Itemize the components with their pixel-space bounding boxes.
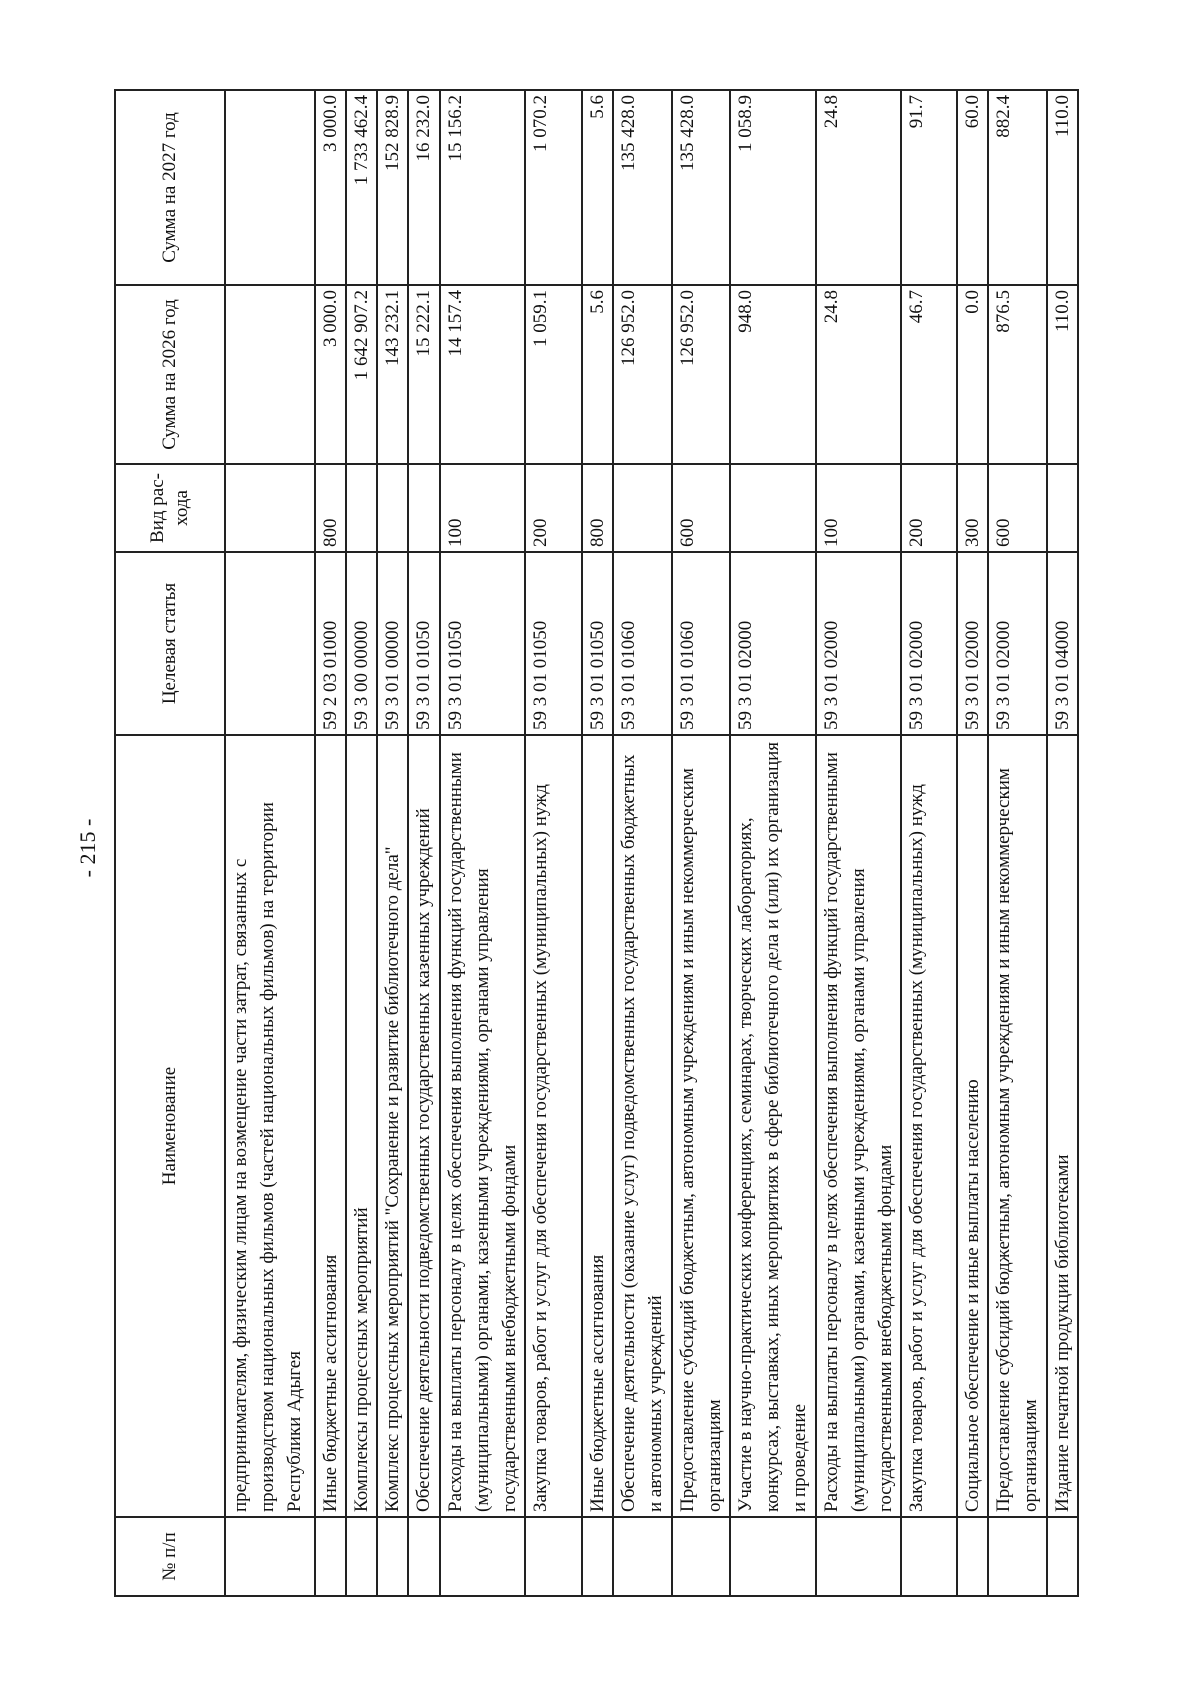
cell-code: 59 3 01 02000	[901, 552, 956, 735]
cell-name: предпринимателям, физическим лицам на возмещение части затрат, связанных с производством национальных фильмов (частей национальных фильмов) на территории Республики Адыгея	[225, 735, 315, 1517]
cell-sum-2026: 46.7	[901, 285, 956, 464]
cell-sum-2027: 110.0	[1047, 90, 1078, 285]
table-row	[988, 90, 1046, 1596]
cell-vid: 200	[525, 464, 581, 552]
cell-sum-2026	[225, 285, 315, 464]
cell-num	[957, 1517, 988, 1596]
cell-code: 59 3 01 00000	[377, 552, 408, 735]
cell-vid: 300	[957, 464, 988, 552]
cell-sum-2026: 1 642 907.2	[346, 285, 377, 464]
table-row	[901, 90, 956, 1596]
cell-sum-2026: 126 952.0	[613, 285, 671, 464]
cell-num	[730, 1517, 816, 1596]
cell-name: Иные бюджетные ассигнования	[315, 735, 346, 1517]
cell-num	[315, 1517, 346, 1596]
cell-sum-2026: 948.0	[730, 285, 816, 464]
table-row	[440, 90, 526, 1596]
cell-sum-2027: 135 428.0	[672, 90, 730, 285]
cell-code: 59 3 01 04000	[1047, 552, 1078, 735]
cell-num	[582, 1517, 613, 1596]
cell-code: 59 2 03 01000	[315, 552, 346, 735]
cell-sum-2027: 1 733 462.4	[346, 90, 377, 285]
cell-sum-2026: 143 232.1	[377, 285, 408, 464]
cell-num	[1047, 1517, 1078, 1596]
table-row	[346, 90, 377, 1596]
cell-vid: 200	[901, 464, 956, 552]
cell-name: Закупка товаров, работ и услуг для обеспечения государственных (муниципальных) нужд	[901, 735, 956, 1517]
cell-sum-2027	[225, 90, 315, 285]
cell-num	[377, 1517, 408, 1596]
table-header-row	[115, 90, 225, 1596]
cell-num	[408, 1517, 439, 1596]
table-row	[957, 90, 988, 1596]
cell-code: 59 3 01 01060	[613, 552, 671, 735]
table-row	[225, 90, 315, 1596]
cell-code: 59 3 01 01050	[525, 552, 581, 735]
budget-table	[114, 89, 1079, 1597]
cell-name: Расходы на выплаты персоналу в целях обеспечения выполнения функций государственными (муниципальными) органами, казенными учреждениями, органами управления государственными внебюджетными фондами	[440, 735, 526, 1517]
cell-sum-2026: 126 952.0	[672, 285, 730, 464]
header-sum-2026: Сумма на 2026 год	[115, 285, 225, 464]
cell-sum-2026: 14 157.4	[440, 285, 526, 464]
cell-vid	[346, 464, 377, 552]
cell-sum-2026: 876.5	[988, 285, 1046, 464]
page-number: - 215 -	[75, 818, 100, 878]
cell-code	[225, 552, 315, 735]
cell-vid: 600	[672, 464, 730, 552]
cell-code: 59 3 00 00000	[346, 552, 377, 735]
table-row	[672, 90, 730, 1596]
cell-num	[225, 1517, 315, 1596]
table-row	[377, 90, 408, 1596]
cell-name: Социальное обеспечение и иные выплаты населению	[957, 735, 988, 1517]
cell-num	[988, 1517, 1046, 1596]
cell-sum-2027: 24.8	[816, 90, 902, 285]
cell-name: Предоставление субсидий бюджетным, автономным учреждениям и иным некоммерческим организациям	[988, 735, 1046, 1517]
cell-sum-2027: 3 000.0	[315, 90, 346, 285]
cell-num	[613, 1517, 671, 1596]
cell-code: 59 3 01 01060	[672, 552, 730, 735]
cell-code: 59 3 01 01050	[440, 552, 526, 735]
table-row	[816, 90, 902, 1596]
cell-sum-2027: 60.0	[957, 90, 988, 285]
cell-code: 59 3 01 01050	[582, 552, 613, 735]
cell-name: Обеспечение деятельности подведомственных государственных казенных учреждений	[408, 735, 439, 1517]
cell-sum-2026: 24.8	[816, 285, 902, 464]
cell-sum-2027: 1 058.9	[730, 90, 816, 285]
cell-vid: 100	[440, 464, 526, 552]
cell-vid	[730, 464, 816, 552]
cell-vid: 100	[816, 464, 902, 552]
table-row	[730, 90, 816, 1596]
cell-num	[816, 1517, 902, 1596]
cell-vid: 800	[582, 464, 613, 552]
cell-name: Предоставление субсидий бюджетным, автономным учреждениям и иным некоммерческим организациям	[672, 735, 730, 1517]
cell-vid: 600	[988, 464, 1046, 552]
header-sum-2027: Сумма на 2027 год	[115, 90, 225, 285]
cell-vid	[1047, 464, 1078, 552]
table-row	[408, 90, 439, 1596]
table-row	[613, 90, 671, 1596]
cell-sum-2026: 0.0	[957, 285, 988, 464]
cell-num	[901, 1517, 956, 1596]
cell-vid	[377, 464, 408, 552]
cell-vid	[613, 464, 671, 552]
cell-num	[672, 1517, 730, 1596]
cell-sum-2027: 15 156.2	[440, 90, 526, 285]
cell-sum-2026: 110.0	[1047, 285, 1078, 464]
cell-name: Обеспечение деятельности (оказание услуг) подведомственных государственных бюджетных и автономных учреждений	[613, 735, 671, 1517]
cell-vid	[225, 464, 315, 552]
header-name: Наименование	[115, 735, 225, 1517]
cell-name: Комплексы процессных мероприятий	[346, 735, 377, 1517]
header-vid: Вид рас-хода	[115, 464, 225, 552]
cell-sum-2026: 1 059.1	[525, 285, 581, 464]
cell-name: Комплекс процессных мероприятий "Сохранение и развитие библиотечного дела"	[377, 735, 408, 1517]
cell-sum-2027: 152 828.9	[377, 90, 408, 285]
cell-code: 59 3 01 01050	[408, 552, 439, 735]
cell-code: 59 3 01 02000	[730, 552, 816, 735]
cell-sum-2027: 16 232.0	[408, 90, 439, 285]
cell-num	[525, 1517, 581, 1596]
cell-num	[346, 1517, 377, 1596]
rotated-table-container	[114, 91, 1079, 1597]
header-num: № п/п	[115, 1517, 225, 1596]
cell-sum-2026: 5.6	[582, 285, 613, 464]
cell-code: 59 3 01 02000	[988, 552, 1046, 735]
table-row	[525, 90, 581, 1596]
cell-vid	[408, 464, 439, 552]
cell-name: Расходы на выплаты персоналу в целях обеспечения выполнения функций государственными (муниципальными) органами, казенными учреждениями, органами управления государственными внебюджетными фондами	[816, 735, 902, 1517]
cell-code: 59 3 01 02000	[957, 552, 988, 735]
header-code: Целевая статья	[115, 552, 225, 735]
cell-name: Участие в научно-практических конференциях, семинарах, творческих лабораториях, конкурсах, выставках, иных мероприятиях в сфере библиотечного дела и (или) их организация и проведение	[730, 735, 816, 1517]
cell-sum-2027: 91.7	[901, 90, 956, 285]
cell-code: 59 3 01 02000	[816, 552, 902, 735]
cell-sum-2026: 3 000.0	[315, 285, 346, 464]
cell-name: Издание печатной продукции библиотеками	[1047, 735, 1078, 1517]
cell-sum-2027: 882.4	[988, 90, 1046, 285]
table-row	[1047, 90, 1078, 1596]
cell-sum-2027: 1 070.2	[525, 90, 581, 285]
cell-sum-2026: 15 222.1	[408, 285, 439, 464]
cell-sum-2027: 5.6	[582, 90, 613, 285]
cell-sum-2027: 135 428.0	[613, 90, 671, 285]
cell-vid: 800	[315, 464, 346, 552]
table-row	[582, 90, 613, 1596]
cell-name: Закупка товаров, работ и услуг для обеспечения государственных (муниципальных) нужд	[525, 735, 581, 1517]
table-row	[315, 90, 346, 1596]
cell-name: Иные бюджетные ассигнования	[582, 735, 613, 1517]
cell-num	[440, 1517, 526, 1596]
